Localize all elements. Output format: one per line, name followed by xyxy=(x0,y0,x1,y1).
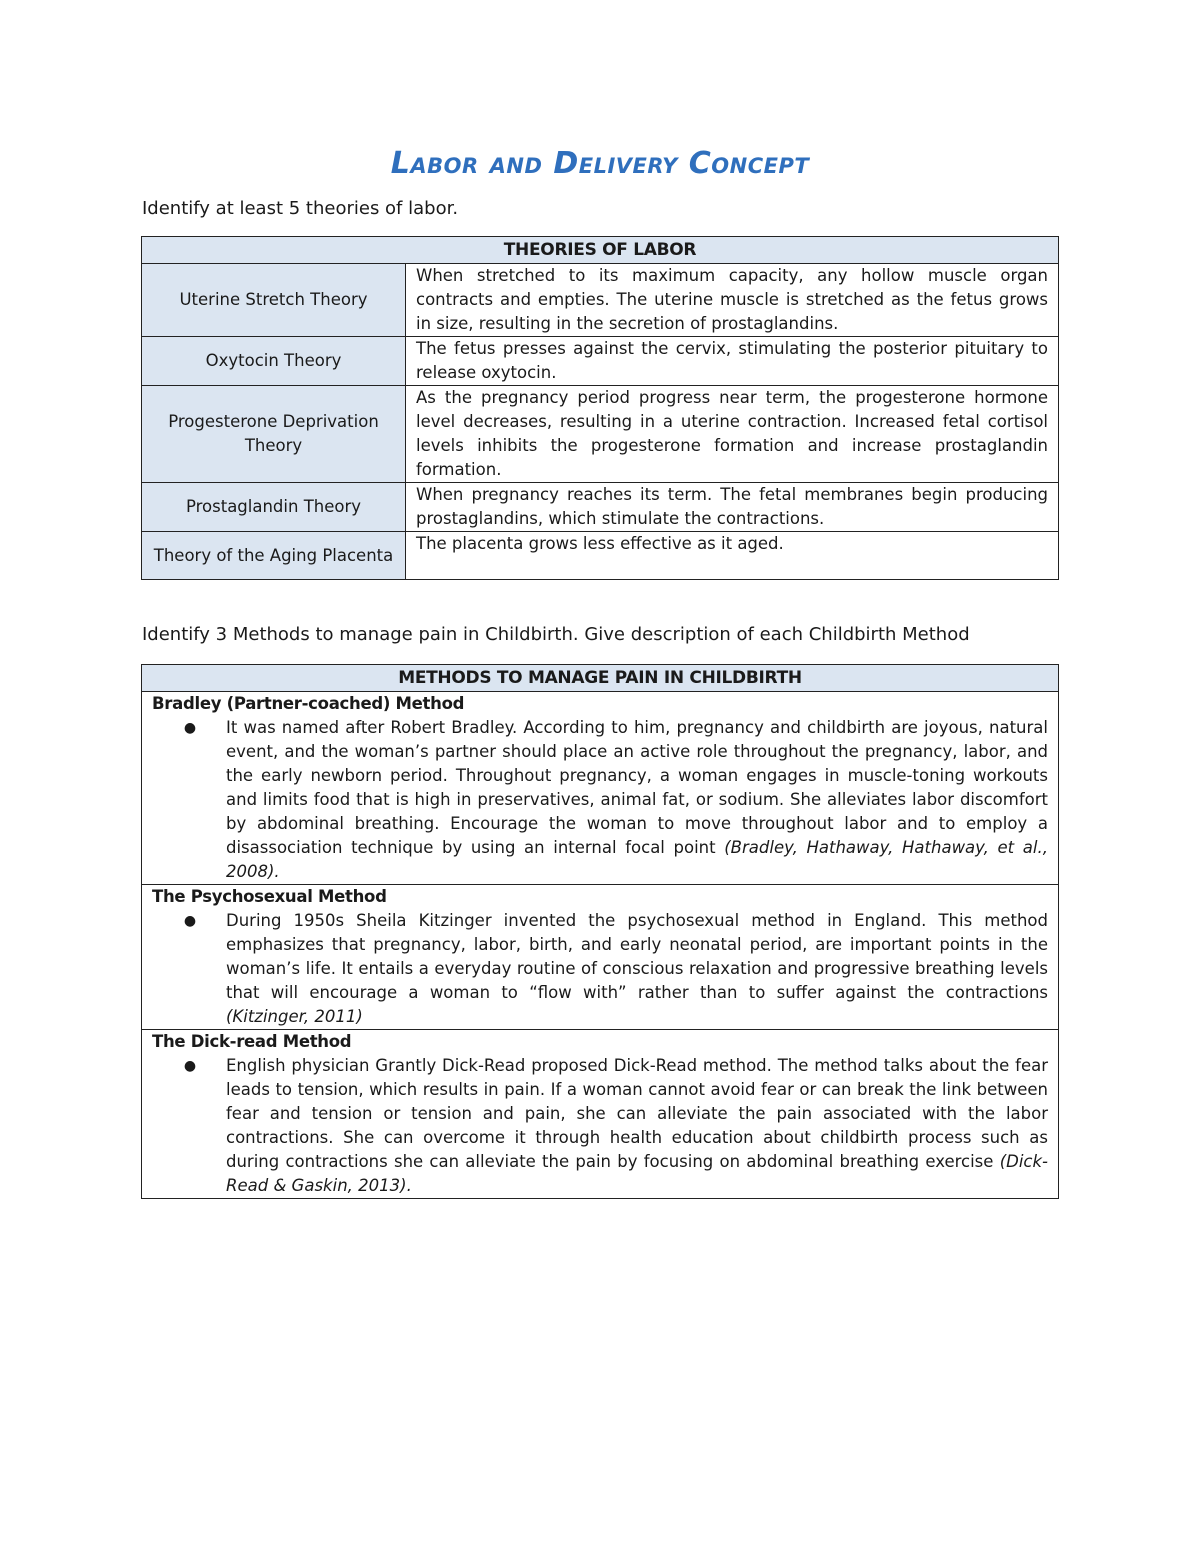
prompt-theories: Identify at least 5 theories of labor. xyxy=(142,198,459,219)
theory-name: Progesterone Deprivation Theory xyxy=(142,386,406,483)
theory-description: The placenta grows less effective as it aged. xyxy=(406,532,1059,580)
table-row xyxy=(142,885,1059,1030)
theory-name: Oxytocin Theory xyxy=(142,337,406,386)
citation: (Dick-Read & Gaskin, 2013). xyxy=(226,1152,1048,1195)
table-row xyxy=(142,337,1059,386)
method-description: It was named after Robert Bradley. According to him, pregnancy and childbirth are joyous, natural event, and the woman’s partner should place an active role throughout the pregnancy, labor, and the early newborn period. Throughout pregnancy, a woman engages in muscle-toning workouts and limits food that is high in preservatives, animal fat, or sodium. She alleviates labor discomfort by abdominal breathing. Encourage the woman to move throughout labor and to employ a disassociation technique by using an internal focal point (Bradley, Hathaway, Hathaway, et al., 2008). xyxy=(226,718,1048,881)
method-description: English physician Grantly Dick-Read proposed Dick-Read method. The method talks about the fear leads to tension, which results in pain. If a woman cannot avoid fear or can break the link between fear and tension or tension and pain, she can alleviate the pain associated with the labor contractions. She can overcome it through health education about childbirth process such as during contractions she can alleviate the pain by focusing on abdominal breathing exercise (Dick-Read & Gaskin, 2013). xyxy=(226,1056,1048,1195)
theory-description: The fetus presses against the cervix, stimulating the posterior pituitary to release oxytocin. xyxy=(406,337,1059,386)
method-name: The Psychosexual Method xyxy=(152,887,387,906)
method-description: During 1950s Sheila Kitzinger invented the psychosexual method in England. This method emphasizes that pregnancy, labor, birth, and early neonatal period, are important points in the woman’s life. It entails a everyday routine of conscious relaxation and progressive breathing levels that will encourage a woman to “flow with” rather than to suffer against the contractions (Kitzinger, 2011) xyxy=(226,911,1048,1026)
theories-table-header: THEORIES OF LABOR xyxy=(142,237,1059,264)
method-name: Bradley (Partner-coached) Method xyxy=(152,694,465,713)
table-row xyxy=(142,692,1059,885)
theories-table xyxy=(141,236,1059,580)
method-name: The Dick-read Method xyxy=(152,1032,352,1051)
page-title: Labor and Delivery Concept xyxy=(390,146,810,181)
table-row xyxy=(142,483,1059,532)
method-cell xyxy=(142,1030,1059,1199)
bullet-icon: ● xyxy=(183,1058,197,1074)
table-row xyxy=(142,1030,1059,1199)
theory-name: Theory of the Aging Placenta xyxy=(142,532,406,580)
method-cell xyxy=(142,885,1059,1030)
theory-description: As the pregnancy period progress near term, the progesterone hormone level decreases, resulting in a uterine contraction. Increased fetal cortisol levels inhibits the progesterone formation and increase prostaglandin formation. xyxy=(406,386,1059,483)
table-row xyxy=(142,532,1059,580)
method-cell xyxy=(142,692,1059,885)
citation: (Kitzinger, 2011) xyxy=(226,1007,363,1026)
list-item xyxy=(152,1054,1048,1198)
prompt-methods: Identify 3 Methods to manage pain in Childbirth. Give description of each Childbirth Method xyxy=(142,624,970,645)
methods-table-header: METHODS TO MANAGE PAIN IN CHILDBIRTH xyxy=(142,665,1059,692)
theory-name: Uterine Stretch Theory xyxy=(142,264,406,337)
list-item xyxy=(152,716,1048,884)
table-row xyxy=(142,386,1059,483)
theory-description: When stretched to its maximum capacity, any hollow muscle organ contracts and empties. The uterine muscle is stretched as the fetus grows in size, resulting in the secretion of prostaglandins. xyxy=(406,264,1059,337)
bullet-icon: ● xyxy=(183,913,197,929)
bullet-icon: ● xyxy=(183,720,197,736)
table-row xyxy=(142,264,1059,337)
theory-description: When pregnancy reaches its term. The fetal membranes begin producing prostaglandins, which stimulate the contractions. xyxy=(406,483,1059,532)
citation: (Bradley, Hathaway, Hathaway, et al., 2008). xyxy=(226,838,1048,881)
theory-name: Prostaglandin Theory xyxy=(142,483,406,532)
methods-table xyxy=(141,664,1059,1199)
list-item xyxy=(152,909,1048,1029)
